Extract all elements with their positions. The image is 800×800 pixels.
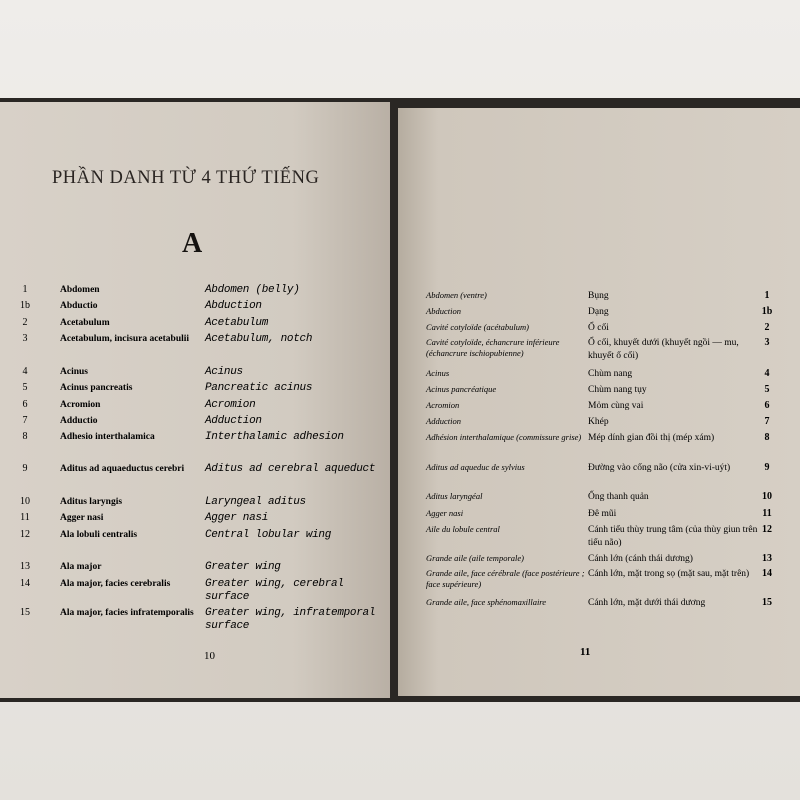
entry-number: 12 <box>762 524 772 535</box>
entry-number: 13 <box>20 561 30 572</box>
english-term: Acetabulum, notch <box>205 333 313 345</box>
latin-term: Adhesio interthalamica <box>60 432 155 442</box>
french-term: Abdomen (ventre) <box>426 290 487 300</box>
french-term: Aditus ad aqueduc de sylvius <box>426 462 525 472</box>
entry-number: 4 <box>22 366 28 377</box>
entry-number: 3 <box>22 333 28 344</box>
vietnamese-term: Chùm nang <box>588 369 633 379</box>
french-term: Grande aile (aile temporale) <box>426 553 524 563</box>
english-term: Greater wing <box>205 561 281 573</box>
entry-number: 11 <box>20 512 30 523</box>
entry-number: 14 <box>762 568 772 579</box>
french-term: Grande aile, face sphénomaxillaire <box>426 597 547 607</box>
english-term: Acinus <box>205 366 243 378</box>
french-term: Cavité cotyloïde (acétabulum) <box>426 322 529 332</box>
entry-number: 14 <box>20 578 30 589</box>
english-term: Laryngeal aditus <box>205 496 306 508</box>
section-title: PHẦN DANH TỪ 4 THỨ TIẾNG <box>52 168 320 188</box>
vietnamese-term: Cánh tiểu thùy trung tâm (của thùy giun trên tiểu não) <box>588 525 758 548</box>
vietnamese-term: Mép dính gian đồi thị (mép xám) <box>588 433 715 443</box>
vietnamese-term: Cánh lớn, mặt dưới thái dương <box>588 598 706 608</box>
entry-number: 11 <box>762 508 772 519</box>
english-term: Acromion <box>205 399 256 411</box>
right-page-number: 11 <box>580 646 591 658</box>
latin-term: Acetabulum <box>60 318 110 328</box>
entry-number: 10 <box>762 491 772 502</box>
english-term: Greater wing, cerebral surface <box>205 578 344 603</box>
vietnamese-term: Ổ cối, khuyết dưới (khuyết ngồi — mu, khuyết ổ cối) <box>588 338 739 361</box>
english-term: Agger nasi <box>205 512 269 524</box>
french-term: Adduction <box>426 416 461 426</box>
entry-number: 6 <box>764 400 770 411</box>
entry-number: 7 <box>22 415 28 426</box>
entry-number: 9 <box>22 463 28 474</box>
entry-number: 8 <box>22 431 28 442</box>
entry-number: 10 <box>20 496 30 507</box>
french-term: Aditus laryngéal <box>426 491 483 501</box>
french-term: Acinus <box>426 368 450 378</box>
entry-number: 1 <box>764 290 770 301</box>
entry-number: 1 <box>22 284 28 295</box>
english-term: Interthalamic adhesion <box>205 431 344 443</box>
latin-term: Abductio <box>60 301 98 311</box>
vietnamese-term: Dạng <box>588 307 609 317</box>
vietnamese-term: Cánh lớn (cánh thái dương) <box>588 554 693 564</box>
vietnamese-term: Đê mũi <box>588 509 617 519</box>
entry-number: 15 <box>762 597 772 608</box>
french-term: Agger nasi <box>426 508 464 518</box>
vietnamese-term: Đường vào cống não (cửa xin-vi-uýt) <box>588 463 731 473</box>
vietnamese-term: Khép <box>588 417 609 427</box>
french-term: Adhésion interthalamique (commissure grise) <box>426 432 582 442</box>
french-term: Abduction <box>426 306 461 316</box>
english-term: Abdomen (belly) <box>205 284 300 296</box>
french-term: Cavité cotyloïde, échancrure inférieure (échancrure ischiopubienne) <box>426 337 560 358</box>
latin-term: Acromion <box>60 400 101 410</box>
entry-number: 15 <box>20 607 30 618</box>
english-term: Central lobular wing <box>205 529 332 541</box>
latin-term: Acetabulum, incisura acetabulii <box>60 334 190 344</box>
vietnamese-term: Mỏm cùng vai <box>588 401 644 411</box>
entry-number: 5 <box>764 384 770 395</box>
latin-term: Adductio <box>60 416 98 426</box>
entry-number: 9 <box>764 462 770 473</box>
french-term: Acinus pancréatique <box>426 384 497 394</box>
vietnamese-term: Cánh lớn, mặt trong sọ (mặt sau, mặt trên) <box>588 569 750 579</box>
entry-number: 13 <box>762 553 772 564</box>
english-term: Abduction <box>205 300 262 312</box>
entry-number: 7 <box>764 416 770 427</box>
entry-number: 5 <box>22 382 28 393</box>
latin-term: Ala lobuli centralis <box>60 530 138 540</box>
french-term: Aile du lobule central <box>426 524 500 534</box>
entry-number: 3 <box>764 337 770 348</box>
entry-number: 4 <box>764 368 770 379</box>
entry-number: 2 <box>22 317 28 328</box>
vietnamese-term: Chùm nang tụy <box>588 385 647 395</box>
entry-number: 8 <box>764 432 770 443</box>
latin-term: Abdomen <box>60 285 100 295</box>
vietnamese-term: Ống thanh quản <box>588 492 649 502</box>
english-term: Greater wing, infratemporal surface <box>205 607 376 632</box>
latin-term: Acinus pancreatis <box>60 383 133 393</box>
french-term: Acromion <box>426 400 460 410</box>
entry-number: 2 <box>764 322 770 333</box>
latin-term: Agger nasi <box>60 513 104 523</box>
vietnamese-term: Ổ cối <box>588 323 609 333</box>
left-page-number: 10 <box>204 650 215 662</box>
latin-term: Ala major, facies infratemporalis <box>60 608 194 618</box>
vietnamese-term: Bụng <box>588 291 609 301</box>
english-term: Adduction <box>205 415 262 427</box>
latin-term: Acinus <box>60 367 88 377</box>
latin-term: Aditus ad aquaeductus cerebri <box>60 464 185 474</box>
entry-number: 1b <box>761 306 773 317</box>
english-term: Aditus ad cerebral aqueduct <box>205 463 376 475</box>
latin-term: Aditus laryngis <box>60 497 123 507</box>
latin-term: Ala major <box>60 562 102 572</box>
latin-term: Ala major, facies cerebralis <box>60 579 171 589</box>
french-term: Grande aile, face cérébrale (face postérieure ; face supérieure) <box>426 568 585 589</box>
section-letter: A <box>182 228 203 259</box>
entry-number: 6 <box>22 399 28 410</box>
entry-number: 1b <box>20 300 30 311</box>
english-term: Pancreatic acinus <box>205 382 313 394</box>
entry-number: 12 <box>20 529 30 540</box>
english-term: Acetabulum <box>205 317 269 329</box>
